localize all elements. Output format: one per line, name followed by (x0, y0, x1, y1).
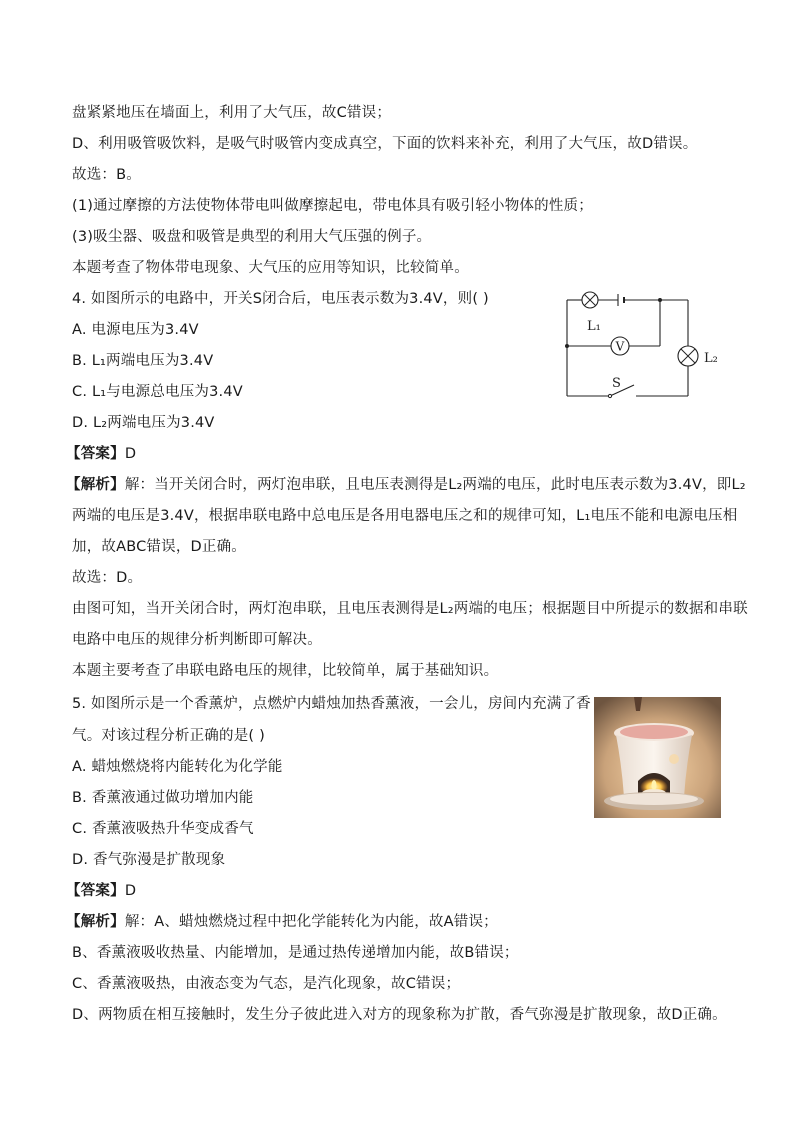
question-4-analysis-line: 由图可知，当开关闭合时，两灯泡串联，且电压表测得是L₂两端的电压；根据题目中所提示的数据和串联 (72, 601, 748, 617)
answer-tag: 【答案】 (66, 883, 125, 899)
aroma-burner-photo (594, 697, 721, 818)
question-4-option-a: A. 电源电压为3.4V (72, 322, 199, 338)
answer-value: D (124, 446, 137, 462)
analysis-text: 解：A、蜡烛燃烧过程中把化学能转化为内能，故A错误； (124, 914, 498, 930)
text-line: (1)通过摩擦的方法使物体带电叫做摩擦起电，带电体具有吸引轻小物体的性质； (72, 198, 593, 214)
question-4-answer (66, 444, 136, 464)
analysis-text: 解：当开关闭合时，两灯泡串联，且电压表测得是L₂两端的电压，此时电压表示数为3.4V，即L₂ (124, 477, 746, 493)
question-5-option-b: B. 香薰液通过做功增加内能 (72, 790, 254, 806)
lamp-l1-icon (582, 292, 598, 308)
switch-label: S (612, 376, 621, 391)
circuit-diagram (560, 288, 730, 400)
question-4-option-d: D. L₂两端电压为3.4V (72, 415, 215, 431)
switch-pivot (608, 394, 611, 397)
question-4-option-c: C. L₁与电源总电压为3.4V (72, 384, 243, 400)
answer-tag: 【答案】 (66, 446, 125, 462)
question-5-answer (66, 881, 136, 901)
question-5-analysis-line: C、香薰液吸热，由液态变为气态，是汽化现象，故C错误； (72, 976, 461, 992)
junction-dot (565, 344, 569, 348)
lamp-l2-icon (678, 346, 698, 366)
text-line: 故选：B。 (72, 167, 141, 183)
question-5-option-c: C. 香薰液吸热升华变成香气 (72, 821, 254, 837)
question-4-option-b: B. L₁两端电压为3.4V (72, 353, 214, 369)
voltmeter-icon (611, 337, 629, 355)
analysis-tag: 【解析】 (66, 477, 125, 493)
lamp-l1-label: L₁ (587, 319, 601, 334)
text-line: 盘紧紧地压在墙面上，利用了大气压，故C错误； (72, 105, 392, 121)
question-5-stem: 5. 如图所示是一个香薰炉，点燃炉内蜡烛加热香薰液，一会儿，房间内充满了香 (72, 696, 591, 712)
text-line: 本题考查了物体带电现象、大气压的应用等知识，比较简单。 (72, 260, 469, 276)
question-5-stem: 气。对该过程分析正确的是( ) (72, 728, 265, 744)
question-4-analysis-line (66, 475, 746, 495)
question-4-stem: 4. 如图所示的电路中，开关S闭合后，电压表示数为3.4V，则( ) (72, 291, 489, 307)
question-5-option-a: A. 蜡烛燃烧将内能转化为化学能 (72, 759, 283, 775)
question-4-analysis-line: 加，故ABC错误，D正确。 (72, 539, 247, 555)
text-line: (3)吸尘器、吸盘和吸管是典型的利用大气压强的例子。 (72, 229, 432, 245)
junction-dot (658, 298, 662, 302)
question-5-analysis-line (66, 912, 498, 932)
voltmeter-label: V (615, 339, 625, 354)
question-4-analysis-line: 故选：D。 (72, 570, 143, 586)
question-4-analysis-line: 两端的电压是3.4V，根据串联电路中总电压是各用电器电压之和的规律可知，L₁电压不能和电源电压相 (72, 508, 738, 524)
lamp-l2-label: L₂ (704, 351, 718, 366)
answer-value: D (124, 883, 137, 899)
analysis-tag: 【解析】 (66, 914, 125, 930)
question-4-analysis-line: 本题主要考查了串联电路电压的规律，比较简单，属于基础知识。 (72, 663, 499, 679)
question-4-analysis-line: 电路中电压的规律分析判断即可解决。 (72, 632, 322, 648)
question-5-analysis-line: D、两物质在相互接触时，发生分子彼此进入对方的现象称为扩散，香气弥漫是扩散现象，故D正确。 (72, 1007, 727, 1023)
question-5-analysis-line: B、香薰液吸收热量、内能增加，是通过热传递增加内能，故B错误； (72, 945, 519, 961)
text-line: D、利用吸管吸饮料，是吸气时吸管内变成真空，下面的饮料来补充，利用了大气压，故D错误。 (72, 136, 698, 152)
question-5-option-d: D. 香气弥漫是扩散现象 (72, 852, 226, 868)
